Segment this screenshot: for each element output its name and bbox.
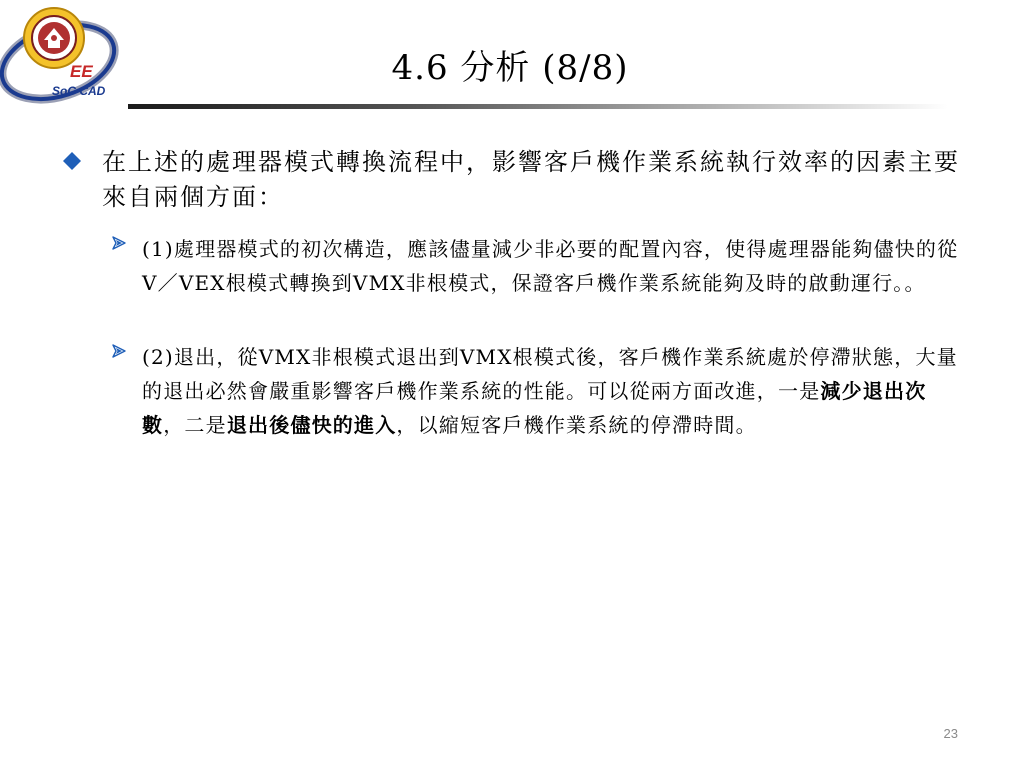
sub-bullet-2 [112,340,962,442]
emphasis-reenter-quickly: 退出後儘快的進入 [226,413,397,437]
logo-soc-cad-text: SoC CAD [52,84,106,98]
arrow-bullet-icon [112,236,126,250]
diamond-bullet-icon [62,151,82,171]
main-bullet [62,145,962,215]
arrow-bullet-icon [112,344,126,358]
sub-bullet-2-part-1: (2)退出，從VMX非根模式退出到VMX根模式後，客戶機作業系統處於停滯狀態，大量的退出必然會嚴重影響客戶機作業系統的性能。可以從兩方面改進，一是 [142,345,958,403]
logo-ee-text: EE [70,62,93,81]
sub-bullet-2-text [142,340,962,442]
sub-bullet-1 [112,232,962,300]
university-logo [0,0,125,110]
slide-title: 4.6 分析 (8/8) [391,48,629,88]
sub-bullet-1-text: (1)處理器模式的初次構造，應該儘量減少非必要的配置內容，使得處理器能夠儘快的從V／VEX根模式轉換到VMX非根模式，保證客戶機作業系統能夠及時的啟動運行。。 [142,237,959,295]
title-divider [128,104,948,109]
page-number: 23 [943,726,958,741]
sub-bullet-2-part-2: ，二是 [163,413,227,437]
sub-bullet-2-part-3: ，以縮短客戶機作業系統的停滯時間。 [396,413,757,437]
emphasis-reduce-exits: 減少退出次數 [142,379,927,437]
main-bullet-text: 在上述的處理器模式轉換流程中，影響客戶機作業系統執行效率的因素主要來自兩個方面： [102,148,960,211]
